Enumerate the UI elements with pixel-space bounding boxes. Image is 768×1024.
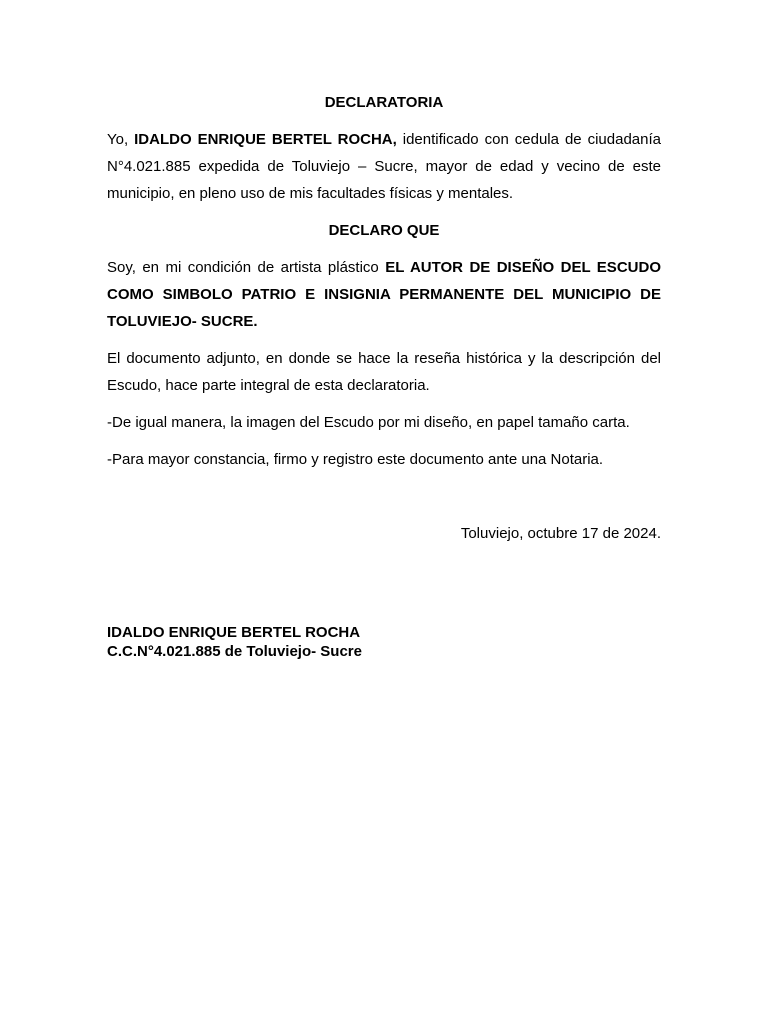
- image-paragraph: -De igual manera, la imagen del Escudo por mi diseño, en papel tamaño carta.: [107, 414, 630, 431]
- attachment-paragraph: El documento adjunto, en donde se hace la reseña histórica y la descripción del Escudo, hace parte integral de esta declaratoria.: [107, 350, 661, 394]
- document-body: [107, 89, 661, 547]
- signature-block: [107, 623, 362, 661]
- signature-id: C.C.N°4.021.885 de Toluviejo- Sucre: [107, 643, 362, 660]
- document-title: DECLARATORIA: [324, 94, 444, 111]
- date-place: Toluviejo, octubre 17 de 2024.: [460, 525, 661, 542]
- declaration-paragraph: [107, 254, 661, 335]
- intro-paragraph: [107, 126, 661, 207]
- intro-rest: identificado con cedula de ciudadanía N°4.021.885 expedida de Toluviejo – Sucre, mayor de edad y vecino de este municipio, en pleno uso de mis facultades físicas y mentales.: [107, 131, 661, 202]
- declarant-name: IDALDO ENRIQUE BERTEL ROCHA,: [134, 131, 397, 148]
- declaration-statement: EL AUTOR DE DISEÑO DEL ESCUDO COMO SIMBOLO PATRIO E INSIGNIA PERMANENTE DEL MUNICIPIO DE TOLUVIEJO- SUCRE.: [107, 259, 661, 330]
- intro-prefix: Yo,: [107, 131, 135, 148]
- notary-paragraph: -Para mayor constancia, firmo y registro este documento ante una Notaria.: [107, 451, 604, 468]
- signature-name: IDALDO ENRIQUE BERTEL ROCHA: [107, 624, 361, 641]
- declaration-heading: DECLARO QUE: [328, 222, 440, 239]
- declaration-prefix: Soy, en mi condición de artista plástico: [107, 259, 386, 276]
